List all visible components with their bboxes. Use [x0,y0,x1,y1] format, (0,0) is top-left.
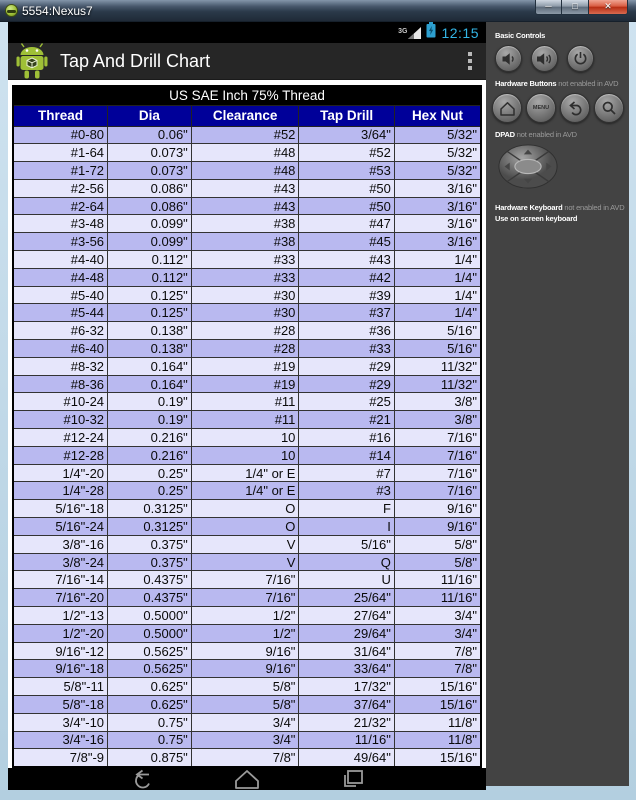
table-cell: #33 [299,340,394,358]
table-cell: #52 [299,144,394,162]
table-cell: 1/2" [191,624,299,642]
table-cell: #10-32 [13,411,108,429]
table-cell: 11/32" [394,357,481,375]
table-row [13,340,481,358]
table-cell: 0.4375" [108,589,192,607]
emulator-app-icon [5,4,18,17]
table-cell: #45 [299,233,394,251]
table-row [13,607,481,625]
table-cell: #29 [299,375,394,393]
table-cell: 9/16" [394,518,481,536]
table-cell: 5/32" [394,126,481,144]
table-cell: 0.125" [108,304,192,322]
table-cell: #12-28 [13,446,108,464]
table-cell: 5/16" [299,535,394,553]
android-robot-icon [16,43,48,79]
table-cell: 3/4" [394,607,481,625]
table-row [13,678,481,696]
table-cell: #30 [191,304,299,322]
table-cell: 5/16"-18 [13,500,108,518]
table-cell: 15/16" [394,749,481,767]
table-cell: 0.19" [108,411,192,429]
table-row [13,357,481,375]
table-row [13,642,481,660]
table-cell: 5/8" [191,696,299,714]
table-row [13,286,481,304]
table-cell: 0.138" [108,340,192,358]
overflow-menu-button[interactable] [464,46,476,76]
table-cell: 5/8"-18 [13,696,108,714]
table-row [13,197,481,215]
table-cell: 10 [191,446,299,464]
table-cell: 0.25" [108,464,192,482]
table-cell: 27/64" [299,607,394,625]
controls-panel [486,22,629,786]
table-cell: #8-36 [13,375,108,393]
table-row [13,393,481,411]
table-row [13,749,481,767]
table-cell: 7/16" [394,482,481,500]
tap-drill-table [12,85,482,768]
table-cell: #4-48 [13,268,108,286]
table-cell: #19 [191,357,299,375]
table-cell: 1/4" or E [191,464,299,482]
table-row [13,162,481,180]
window-body [0,22,636,793]
table-cell: 3/4"-10 [13,713,108,731]
column-header-thread: Thread [13,105,108,126]
table-cell: 5/8"-11 [13,678,108,696]
hardware-keyboard-label: Hardware Keyboard not enabled in AVD [495,203,625,212]
table-cell: #50 [299,197,394,215]
table-cell: #30 [191,286,299,304]
table-cell: #47 [299,215,394,233]
table-cell: #8-32 [13,357,108,375]
table-body [13,126,481,767]
table-cell: 3/16" [394,233,481,251]
table-cell: #33 [191,268,299,286]
table-cell: 5/16" [394,322,481,340]
minimize-button[interactable]: ─ [535,0,562,15]
table-cell: U [299,571,394,589]
table-cell: 5/8" [394,553,481,571]
table-cell: 1/2"-13 [13,607,108,625]
table-cell: #25 [299,393,394,411]
table-cell: 9/16"-18 [13,660,108,678]
table-row [13,500,481,518]
table-cell: 5/32" [394,144,481,162]
table-cell: 0.375" [108,535,192,553]
window-titlebar[interactable] [0,0,636,22]
table-cell: #28 [191,340,299,358]
table-cell: #33 [191,251,299,269]
table-cell: 0.625" [108,678,192,696]
table-cell: 0.625" [108,696,192,714]
table-cell: #2-56 [13,179,108,197]
table-cell: 7/8"-9 [13,749,108,767]
table-cell: #19 [191,375,299,393]
network-type-label: 3G [398,27,408,35]
table-cell: 1/2"-20 [13,624,108,642]
power-button[interactable] [567,45,594,72]
table-cell: #28 [191,322,299,340]
table-cell: #3-56 [13,233,108,251]
table-cell: #43 [191,179,299,197]
table-cell: #1-72 [13,162,108,180]
table-cell: 9/16" [394,500,481,518]
table-cell: 0.06" [108,126,192,144]
table-cell: 3/16" [394,179,481,197]
table-cell: 17/32" [299,678,394,696]
table-cell: #12-24 [13,429,108,447]
table-row [13,446,481,464]
signal-triangle [408,27,421,39]
table-row [13,660,481,678]
table-cell: 11/32" [394,375,481,393]
table-cell: #0-80 [13,126,108,144]
dpad-center-button[interactable] [515,159,541,173]
status-time: 12:15 [441,24,479,41]
table-cell: 31/64" [299,642,394,660]
table-cell: 1/4" [394,286,481,304]
table-cell: 0.164" [108,357,192,375]
table-cell: #2-64 [13,197,108,215]
table-cell: 0.112" [108,251,192,269]
back-hardware-button[interactable] [560,93,590,123]
table-cell: 0.3125" [108,518,192,536]
table-cell: #1-64 [13,144,108,162]
table-cell: 0.086" [108,179,192,197]
table-cell: 5/16" [394,340,481,358]
table-row [13,429,481,447]
table-row [13,268,481,286]
table-cell: 15/16" [394,678,481,696]
table-cell: 11/16" [299,731,394,749]
table-cell: #21 [299,411,394,429]
table-cell: 1/4" [394,251,481,269]
table-cell: 7/16"-20 [13,589,108,607]
table-cell: 9/16"-12 [13,642,108,660]
table-cell: 3/4" [191,713,299,731]
table-cell: 3/8" [394,411,481,429]
table-cell: 11/16" [394,589,481,607]
table-cell: 0.3125" [108,500,192,518]
table-cell: 3/4"-16 [13,731,108,749]
table-row [13,624,481,642]
table-cell: #10-24 [13,393,108,411]
table-row [13,518,481,536]
table-cell: #42 [299,268,394,286]
window-controls [535,0,628,15]
table-cell: 0.875" [108,749,192,767]
table-cell: 1/4" or E [191,482,299,500]
table-cell: 3/4" [394,624,481,642]
window-title: 5554:Nexus7 [22,3,93,18]
table-cell: 7/16" [191,589,299,607]
table-cell: #38 [191,215,299,233]
table-row [13,126,481,144]
menu-hardware-button[interactable]: MENU [526,93,556,123]
column-header-hex-nut: Hex Nut [394,105,481,126]
table-cell: F [299,500,394,518]
table-cell: #3 [299,482,394,500]
table-cell: 0.216" [108,446,192,464]
volume-down-button[interactable] [495,45,522,72]
table-cell: #5-44 [13,304,108,322]
table-cell: 0.4375" [108,571,192,589]
back-button[interactable] [128,768,154,790]
basic-controls-label: Basic Controls [495,31,546,40]
table-cell: 0.138" [108,322,192,340]
table-cell: 7/8" [394,642,481,660]
table-cell: 3/4" [191,731,299,749]
table-cell: 11/8" [394,731,481,749]
table-cell: #14 [299,446,394,464]
table-cell: 0.5000" [108,607,192,625]
table-row [13,375,481,393]
table-cell: #36 [299,322,394,340]
table-cell: 0.5625" [108,660,192,678]
table-row [13,322,481,340]
table-cell: 3/8" [394,393,481,411]
table-cell: O [191,518,299,536]
table-cell: #53 [299,162,394,180]
device-screen [8,22,486,786]
table-row [13,731,481,749]
table-cell: 5/32" [394,162,481,180]
table-row [13,482,481,500]
table-cell: 29/64" [299,624,394,642]
table-cell: 9/16" [191,660,299,678]
table-row [13,713,481,731]
table-cell: 7/16" [191,571,299,589]
table-cell: 11/16" [394,571,481,589]
home-button[interactable] [234,768,260,790]
table-cell: #38 [191,233,299,251]
table-cell: #6-40 [13,340,108,358]
table-cell: 3/8"-16 [13,535,108,553]
table-cell: 0.375" [108,553,192,571]
table-cell: #39 [299,286,394,304]
table-cell: 1/4"-28 [13,482,108,500]
table-row [13,215,481,233]
recents-button[interactable] [340,768,366,790]
table-cell: I [299,518,394,536]
table-cell: V [191,553,299,571]
table-cell: #29 [299,357,394,375]
table-cell: 1/4" [394,304,481,322]
table-cell: 0.073" [108,162,192,180]
table-row [13,179,481,197]
table-cell: #37 [299,304,394,322]
table-cell: 5/16"-24 [13,518,108,536]
maximize-button[interactable]: □ [562,0,588,15]
hardware-buttons-label: Hardware Buttons not enabled in AVD [495,79,619,88]
table-cell: 10 [191,429,299,447]
keyboard-hint-label: Use on screen keyboard [495,214,578,223]
home-hardware-button[interactable] [492,93,522,123]
table-cell: 0.164" [108,375,192,393]
table-cell: #16 [299,429,394,447]
table-row [13,553,481,571]
table-cell: 7/16"-14 [13,571,108,589]
dpad-control[interactable] [498,144,558,189]
navigation-bar [8,768,486,790]
table-cell: #48 [191,162,299,180]
table-row [13,589,481,607]
table-cell: 0.75" [108,731,192,749]
table-cell: #11 [191,393,299,411]
table-cell: 0.19" [108,393,192,411]
table-cell: 1/2" [191,607,299,625]
table-cell: 0.5625" [108,642,192,660]
table-cell: 21/32" [299,713,394,731]
table-cell: 0.073" [108,144,192,162]
table-cell: #5-40 [13,286,108,304]
table-row [13,571,481,589]
table-cell: V [191,535,299,553]
table-cell: 1/4" [394,268,481,286]
table-cell: 33/64" [299,660,394,678]
table-row [13,251,481,269]
table-cell: 15/16" [394,696,481,714]
table-cell: 3/64" [299,126,394,144]
table-cell: 0.75" [108,713,192,731]
table-title: US SAE Inch 75% Thread [13,86,481,105]
table-cell: 0.112" [108,268,192,286]
app-content [8,80,486,768]
table-cell: #11 [191,411,299,429]
table-cell: 11/8" [394,713,481,731]
table-cell: 5/8" [394,535,481,553]
table-cell: Q [299,553,394,571]
table-cell: #52 [191,126,299,144]
table-cell: 3/8"-24 [13,553,108,571]
battery-icon [426,22,436,43]
table-cell: 0.125" [108,286,192,304]
table-row [13,464,481,482]
table-cell: 0.099" [108,215,192,233]
table-row [13,411,481,429]
table-row [13,535,481,553]
column-header-dia: Dia [108,105,192,126]
table-row [13,233,481,251]
table-cell: #50 [299,179,394,197]
volume-up-button[interactable] [531,45,558,72]
table-cell: 25/64" [299,589,394,607]
app-bar [8,43,486,80]
table-cell: 3/16" [394,215,481,233]
table-cell: 0.216" [108,429,192,447]
signal-3g-icon [398,27,421,39]
table-row [13,696,481,714]
app-title: Tap And Drill Chart [60,50,211,71]
close-button[interactable]: ✕ [588,0,628,15]
table-cell: 7/8" [191,749,299,767]
table-cell: #43 [299,251,394,269]
basic-controls-buttons [495,45,629,72]
table-row [13,144,481,162]
table-cell: 0.099" [108,233,192,251]
table-cell: #7 [299,464,394,482]
search-hardware-button[interactable] [594,93,624,123]
table-cell: 7/8" [394,660,481,678]
table-cell: 49/64" [299,749,394,767]
column-header-tap-drill: Tap Drill [299,105,394,126]
table-cell: 9/16" [191,642,299,660]
table-cell: #48 [191,144,299,162]
table-cell: 7/16" [394,464,481,482]
table-cell: 0.086" [108,197,192,215]
table-cell: 7/16" [394,446,481,464]
table-cell: 5/8" [191,678,299,696]
table-cell: O [191,500,299,518]
dpad-label: DPAD not enabled in AVD [495,130,577,139]
table-cell: #43 [191,197,299,215]
table-cell: 3/16" [394,197,481,215]
table-cell: 1/4"-20 [13,464,108,482]
hardware-buttons-row [492,93,629,123]
table-column-headers [13,105,481,126]
column-header-clearance: Clearance [191,105,299,126]
table-cell: 0.25" [108,482,192,500]
table-cell: 7/16" [394,429,481,447]
table-cell: #4-40 [13,251,108,269]
table-row [13,304,481,322]
table-cell: #3-48 [13,215,108,233]
table-cell: #6-32 [13,322,108,340]
status-bar [8,22,486,43]
table-cell: 0.5000" [108,624,192,642]
table-cell: 37/64" [299,696,394,714]
